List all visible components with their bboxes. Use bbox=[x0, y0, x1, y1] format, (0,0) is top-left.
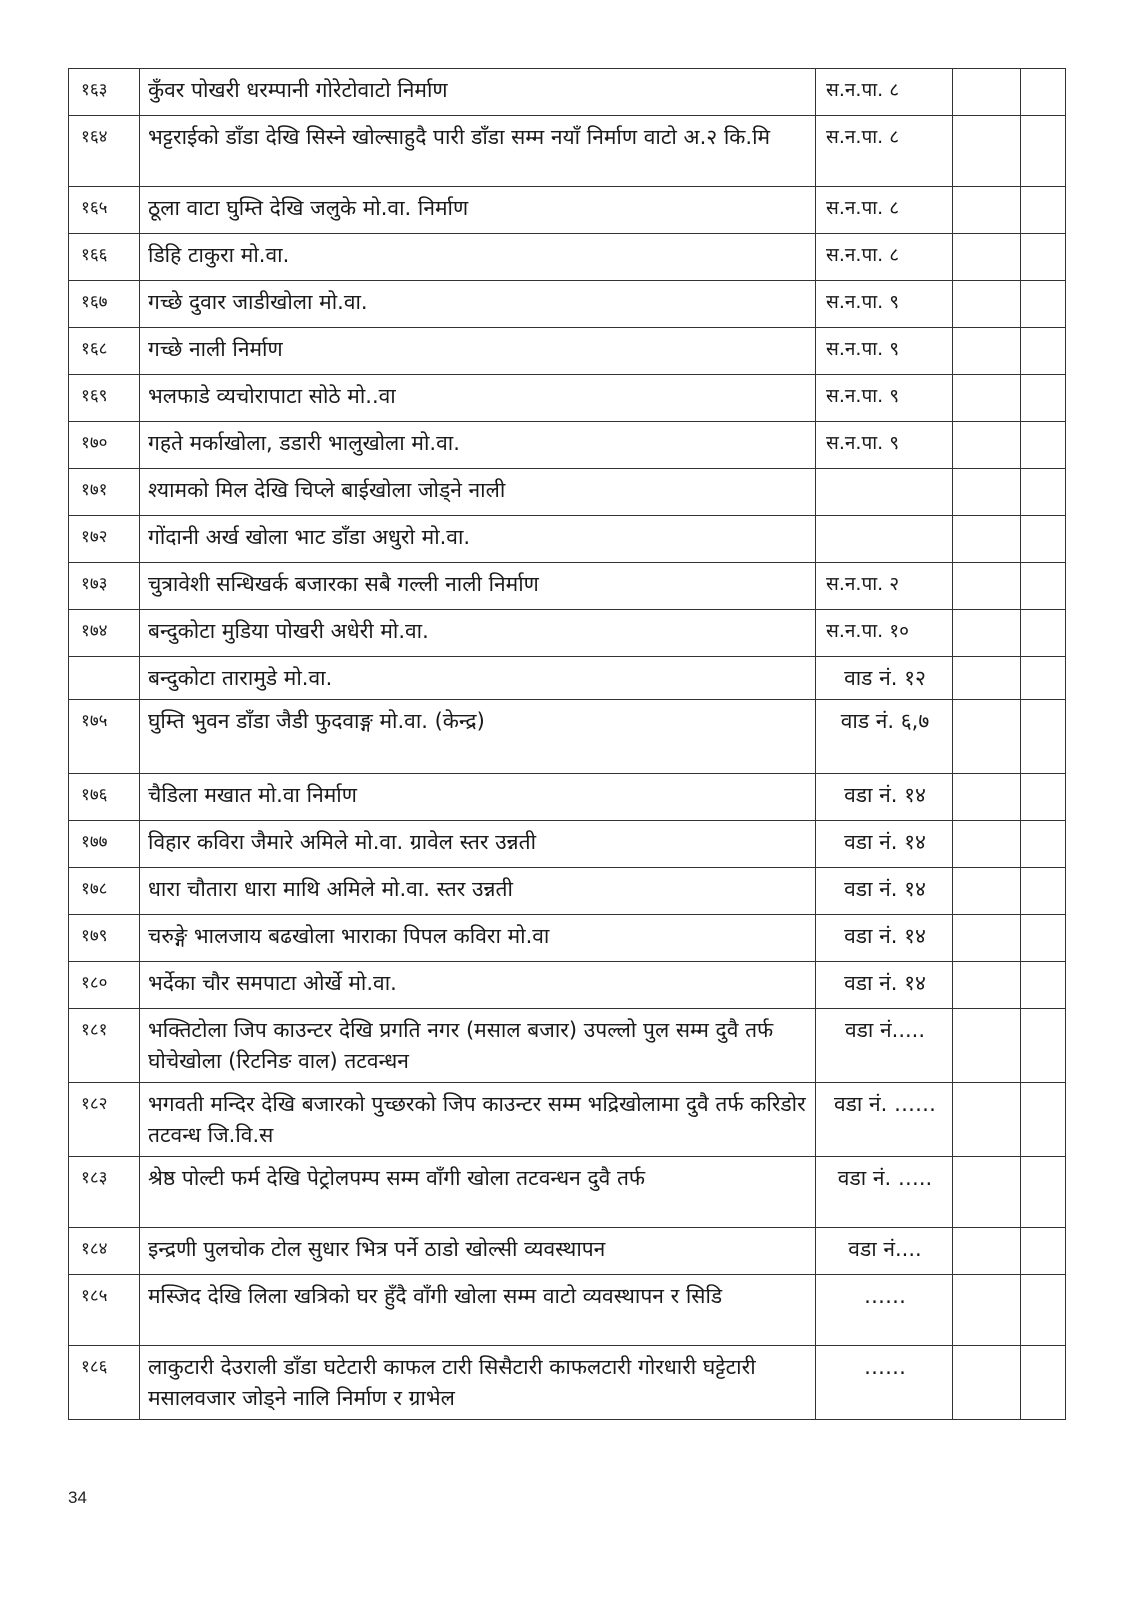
ward-cell: वडा नं..... bbox=[816, 1009, 953, 1083]
serial-number-cell: १६६ bbox=[69, 234, 140, 281]
serial-number-cell: १६५ bbox=[69, 187, 140, 234]
serial-number-cell bbox=[69, 657, 140, 700]
project-description-cell: धारा चौतारा धारा माथि अमिले मो.वा. स्तर उन्नती bbox=[140, 868, 816, 915]
empty-cell bbox=[1021, 116, 1066, 187]
empty-cell bbox=[1021, 422, 1066, 469]
empty-cell bbox=[1021, 1228, 1066, 1275]
empty-cell bbox=[953, 234, 1021, 281]
serial-number-cell: १८२ bbox=[69, 1083, 140, 1157]
empty-cell bbox=[953, 469, 1021, 516]
serial-number-cell: १७४ bbox=[69, 610, 140, 657]
empty-cell bbox=[953, 1275, 1021, 1346]
empty-cell bbox=[1021, 281, 1066, 328]
empty-cell bbox=[1021, 563, 1066, 610]
serial-number-cell: १८३ bbox=[69, 1157, 140, 1228]
table-row bbox=[69, 868, 1066, 915]
table-row bbox=[69, 1083, 1066, 1157]
serial-number-cell: १६३ bbox=[69, 69, 140, 116]
empty-cell bbox=[1021, 915, 1066, 962]
project-description-cell: चुत्रावेशी सन्धिखर्क बजारका सबै गल्ली नाली निर्माण bbox=[140, 563, 816, 610]
ward-cell: वाड नं. ६,७ bbox=[816, 700, 953, 774]
table-row bbox=[69, 563, 1066, 610]
ward-cell: स.न.पा. ८ bbox=[816, 116, 953, 187]
table-row bbox=[69, 962, 1066, 1009]
table-row bbox=[69, 657, 1066, 700]
empty-cell bbox=[953, 375, 1021, 422]
table-row bbox=[69, 281, 1066, 328]
empty-cell bbox=[1021, 962, 1066, 1009]
empty-cell bbox=[1021, 821, 1066, 868]
table-row bbox=[69, 69, 1066, 116]
table-row bbox=[69, 328, 1066, 375]
empty-cell bbox=[1021, 1157, 1066, 1228]
ward-cell: स.न.पा. ९ bbox=[816, 281, 953, 328]
empty-cell bbox=[1021, 657, 1066, 700]
table-row bbox=[69, 187, 1066, 234]
table-row bbox=[69, 774, 1066, 821]
ward-cell: वडा नं. १४ bbox=[816, 821, 953, 868]
table-row bbox=[69, 1157, 1066, 1228]
serial-number-cell: १६७ bbox=[69, 281, 140, 328]
ward-cell: वडा नं. ….. bbox=[816, 1157, 953, 1228]
project-table-body bbox=[69, 69, 1066, 1420]
empty-cell bbox=[953, 563, 1021, 610]
empty-cell bbox=[1021, 516, 1066, 563]
serial-number-cell: १७१ bbox=[69, 469, 140, 516]
empty-cell bbox=[953, 962, 1021, 1009]
project-description-cell: गहते मर्काखोला, डडारी भालुखोला मो.वा. bbox=[140, 422, 816, 469]
ward-cell: वडा नं. १४ bbox=[816, 774, 953, 821]
ward-cell: वडा नं. १४ bbox=[816, 868, 953, 915]
serial-number-cell: १६८ bbox=[69, 328, 140, 375]
empty-cell bbox=[1021, 469, 1066, 516]
ward-cell bbox=[816, 469, 953, 516]
ward-cell: स.न.पा. ८ bbox=[816, 69, 953, 116]
empty-cell bbox=[953, 774, 1021, 821]
serial-number-cell: १७० bbox=[69, 422, 140, 469]
project-description-cell: लाकुटारी देउराली डाँडा घटेटारी काफल टारी सिसैटारी काफलटारी गोरधारी घट्टेटारी मसालवजार जोड्ने नालि निर्माण र ग्राभेल bbox=[140, 1346, 816, 1420]
empty-cell bbox=[953, 1083, 1021, 1157]
empty-cell bbox=[1021, 1275, 1066, 1346]
ward-cell: वडा नं.... bbox=[816, 1228, 953, 1275]
empty-cell bbox=[953, 69, 1021, 116]
serial-number-cell: १७३ bbox=[69, 563, 140, 610]
empty-cell bbox=[1021, 328, 1066, 375]
empty-cell bbox=[953, 1228, 1021, 1275]
ward-cell: स.न.पा. १० bbox=[816, 610, 953, 657]
empty-cell bbox=[1021, 187, 1066, 234]
ward-cell: स.न.पा. २ bbox=[816, 563, 953, 610]
project-description-cell: भट्टराईको डाँडा देखि सिस्ने खोल्साहुदै पारी डाँडा सम्म नयाँ निर्माण वाटो अ.२ कि.मि bbox=[140, 116, 816, 187]
table-row bbox=[69, 469, 1066, 516]
serial-number-cell: १८० bbox=[69, 962, 140, 1009]
empty-cell bbox=[953, 116, 1021, 187]
empty-cell bbox=[953, 868, 1021, 915]
serial-number-cell: १८४ bbox=[69, 1228, 140, 1275]
project-description-cell: गोंदानी अर्ख खोला भाट डाँडा अधुरो मो.वा. bbox=[140, 516, 816, 563]
serial-number-cell: १८१ bbox=[69, 1009, 140, 1083]
empty-cell bbox=[1021, 1083, 1066, 1157]
project-description-cell: ठूला वाटा घुम्ति देखि जलुके मो.वा. निर्माण bbox=[140, 187, 816, 234]
project-description-cell: भर्देका चौर समपाटा ओर्खे मो.वा. bbox=[140, 962, 816, 1009]
empty-cell bbox=[1021, 1346, 1066, 1420]
ward-cell: स.न.पा. ९ bbox=[816, 375, 953, 422]
project-description-cell: इन्द्रणी पुलचोक टोल सुधार भित्र पर्ने ठाडो खोल्सी व्यवस्थापन bbox=[140, 1228, 816, 1275]
ward-cell bbox=[816, 516, 953, 563]
empty-cell bbox=[953, 187, 1021, 234]
project-description-cell: घुम्ति भुवन डाँडा जैडी फुदवाङ्ग मो.वा. (केन्द्र) bbox=[140, 700, 816, 774]
project-description-cell: बन्दुकोटा मुडिया पोखरी अधेरी मो.वा. bbox=[140, 610, 816, 657]
table-row bbox=[69, 1228, 1066, 1275]
ward-cell: स.न.पा. ८ bbox=[816, 187, 953, 234]
table-row bbox=[69, 422, 1066, 469]
empty-cell bbox=[953, 700, 1021, 774]
empty-cell bbox=[1021, 868, 1066, 915]
ward-cell: वाड नं. १२ bbox=[816, 657, 953, 700]
empty-cell bbox=[1021, 774, 1066, 821]
serial-number-cell: १७५ bbox=[69, 700, 140, 774]
serial-number-cell: १८६ bbox=[69, 1346, 140, 1420]
project-description-cell: बन्दुकोटा तारामुडे मो.वा. bbox=[140, 657, 816, 700]
empty-cell bbox=[953, 516, 1021, 563]
empty-cell bbox=[953, 281, 1021, 328]
table-row bbox=[69, 116, 1066, 187]
table-row bbox=[69, 375, 1066, 422]
table-row bbox=[69, 516, 1066, 563]
serial-number-cell: १७२ bbox=[69, 516, 140, 563]
serial-number-cell: १७६ bbox=[69, 774, 140, 821]
serial-number-cell: १७८ bbox=[69, 868, 140, 915]
empty-cell bbox=[953, 1346, 1021, 1420]
project-description-cell: भलफाडे व्यचोरापाटा सोठे मो..वा bbox=[140, 375, 816, 422]
page-number: 34 bbox=[68, 1488, 87, 1507]
table-row bbox=[69, 1346, 1066, 1420]
ward-cell: स.न.पा. ९ bbox=[816, 422, 953, 469]
serial-number-cell: १६९ bbox=[69, 375, 140, 422]
project-description-cell: गच्छे दुवार जाडीखोला मो.वा. bbox=[140, 281, 816, 328]
empty-cell bbox=[953, 422, 1021, 469]
empty-cell bbox=[1021, 375, 1066, 422]
empty-cell bbox=[953, 328, 1021, 375]
empty-cell bbox=[953, 657, 1021, 700]
empty-cell bbox=[953, 610, 1021, 657]
empty-cell bbox=[953, 915, 1021, 962]
ward-cell: वडा नं. १४ bbox=[816, 962, 953, 1009]
project-description-cell: कुँवर पोखरी धरम्पानी गोरेटोवाटो निर्माण bbox=[140, 69, 816, 116]
table-row bbox=[69, 234, 1066, 281]
table-row bbox=[69, 1275, 1066, 1346]
project-table bbox=[68, 68, 1066, 1420]
ward-cell: स.न.पा. ८ bbox=[816, 234, 953, 281]
project-description-cell: भक्तिटोला जिप काउन्टर देखि प्रगति नगर (मसाल बजार) उपल्लो पुल सम्म दुवै तर्फ घोचेखोला (रिटनिङ वाल) तटवन्धन bbox=[140, 1009, 816, 1083]
project-description-cell: चरुङ्गे भालजाय बढखोला भाराका पिपल कविरा मो.वा bbox=[140, 915, 816, 962]
project-description-cell: भगवती मन्दिर देखि बजारको पुच्छरको जिप काउन्टर सम्म भद्रिखोलामा दुवै तर्फ करिडोर तटवन्ध जि.वि.स bbox=[140, 1083, 816, 1157]
ward-cell: …… bbox=[816, 1275, 953, 1346]
empty-cell bbox=[953, 1009, 1021, 1083]
project-description-cell: चैडिला मखात मो.वा निर्माण bbox=[140, 774, 816, 821]
project-description-cell: विहार कविरा जैमारे अमिले मो.वा. ग्रावेल स्तर उन्नती bbox=[140, 821, 816, 868]
empty-cell bbox=[953, 1157, 1021, 1228]
ward-cell: वडा नं. १४ bbox=[816, 915, 953, 962]
empty-cell bbox=[1021, 1009, 1066, 1083]
empty-cell bbox=[1021, 700, 1066, 774]
empty-cell bbox=[1021, 234, 1066, 281]
project-description-cell: श्रेष्ठ पोल्टी फर्म देखि पेट्रोलपम्प सम्म वाँगी खोला तटवन्धन दुवै तर्फ bbox=[140, 1157, 816, 1228]
project-description-cell: गच्छे नाली निर्माण bbox=[140, 328, 816, 375]
table-row bbox=[69, 821, 1066, 868]
empty-cell bbox=[1021, 610, 1066, 657]
table-row bbox=[69, 915, 1066, 962]
project-description-cell: डिहि टाकुरा मो.वा. bbox=[140, 234, 816, 281]
ward-cell: स.न.पा. ९ bbox=[816, 328, 953, 375]
project-table-container bbox=[68, 68, 1065, 1420]
project-description-cell: मस्जिद देखि लिला खत्रिको घर हुँदै वाँगी खोला सम्म वाटो व्यवस्थापन र सिडि bbox=[140, 1275, 816, 1346]
project-description-cell: श्यामको मिल देखि चिप्ले बाईखोला जोड्ने नाली bbox=[140, 469, 816, 516]
table-row bbox=[69, 700, 1066, 774]
empty-cell bbox=[1021, 69, 1066, 116]
ward-cell: …… bbox=[816, 1346, 953, 1420]
table-row bbox=[69, 610, 1066, 657]
serial-number-cell: १७९ bbox=[69, 915, 140, 962]
serial-number-cell: १६४ bbox=[69, 116, 140, 187]
serial-number-cell: १८५ bbox=[69, 1275, 140, 1346]
table-row bbox=[69, 1009, 1066, 1083]
empty-cell bbox=[953, 821, 1021, 868]
ward-cell: वडा नं. …… bbox=[816, 1083, 953, 1157]
serial-number-cell: १७७ bbox=[69, 821, 140, 868]
